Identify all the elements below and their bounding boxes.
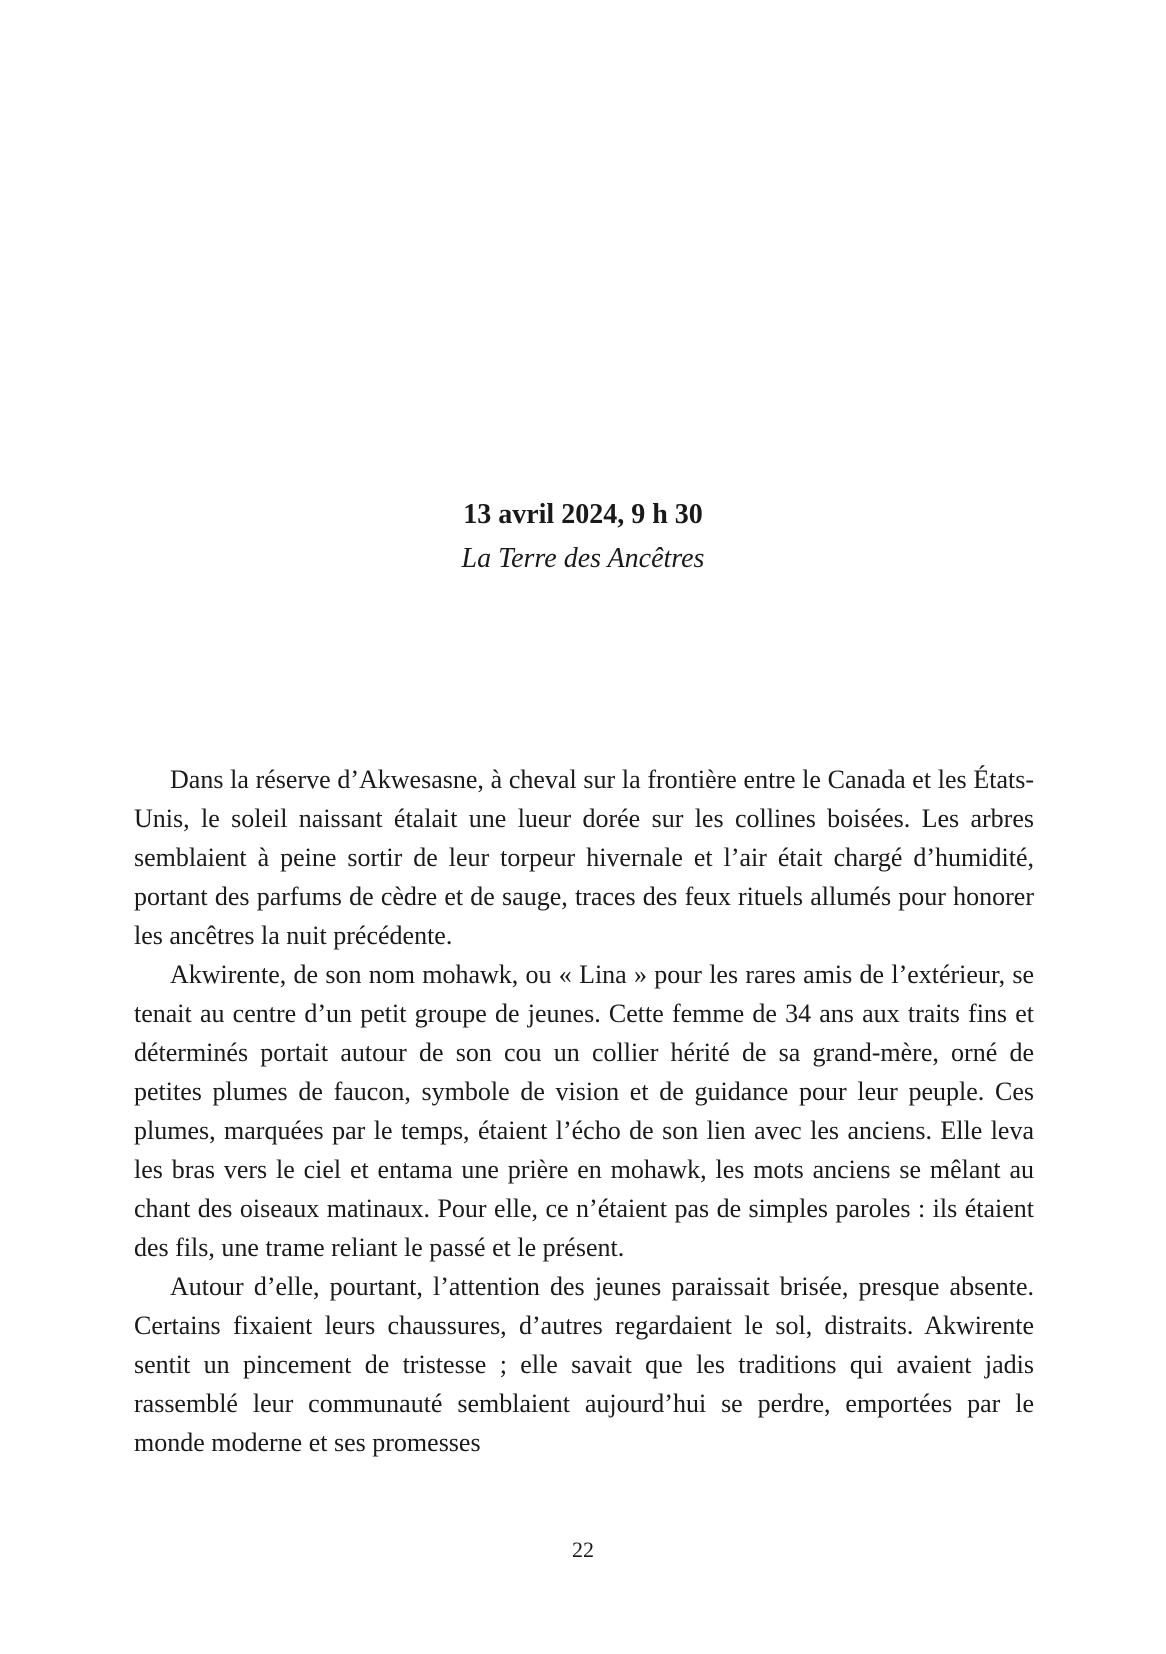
page-number: 22 — [572, 1537, 594, 1562]
paragraph: Dans la réserve d’Akwesasne, à cheval sur la frontière entre le Canada et les États-Unis, le soleil naissant étalait une lueur dorée sur les collines boisées. Les arbres semblaient à peine sortir de leur torpeur hivernale et l’air était chargé d’humidité, portant des parfums de cèdre et de sauge, traces des feux rituels allumés pour honorer les ancêtres la nuit précédente. — [134, 765, 1034, 950]
paragraph: Autour d’elle, pourtant, l’attention des jeunes paraissait brisée, presque absente. Certains fixaient leurs chaussures, d’autres regardaient le sol, distraits. Akwirente sentit un pincement de tristesse ; elle savait que les traditions qui avaient jadis rassemblé leur communauté semblaient aujourd’hui se perdre, emportées par le monde moderne et ses promesses — [134, 1272, 1034, 1457]
chapter-date: 13 avril 2024, 9 h 30 — [463, 499, 703, 530]
chapter-heading — [0, 498, 1166, 576]
paragraph: Akwirente, de son nom mohawk, ou « Lina » pour les rares amis de l’extérieur, se tenait au centre d’un petit groupe de jeunes. Cette femme de 34 ans aux traits fins et déterminés portait autour de son cou un collier hérité de sa grand-mère, orné de petites plumes de faucon, symbole de vision et de guidance pour leur peuple. Ces plumes, marquées par le temps, étaient l’écho de son lien avec les anciens. Elle leva les bras vers le ciel et entama une prière en mohawk, les mots anciens se mêlant au chant des oiseaux matinaux. Pour elle, ce n’étaient pas de simples paroles : ils étaient des fils, une trame reliant le passé et le présent. — [134, 960, 1034, 1262]
chapter-subtitle: La Terre des Ancêtres — [461, 543, 705, 574]
body-text — [134, 760, 1034, 1462]
